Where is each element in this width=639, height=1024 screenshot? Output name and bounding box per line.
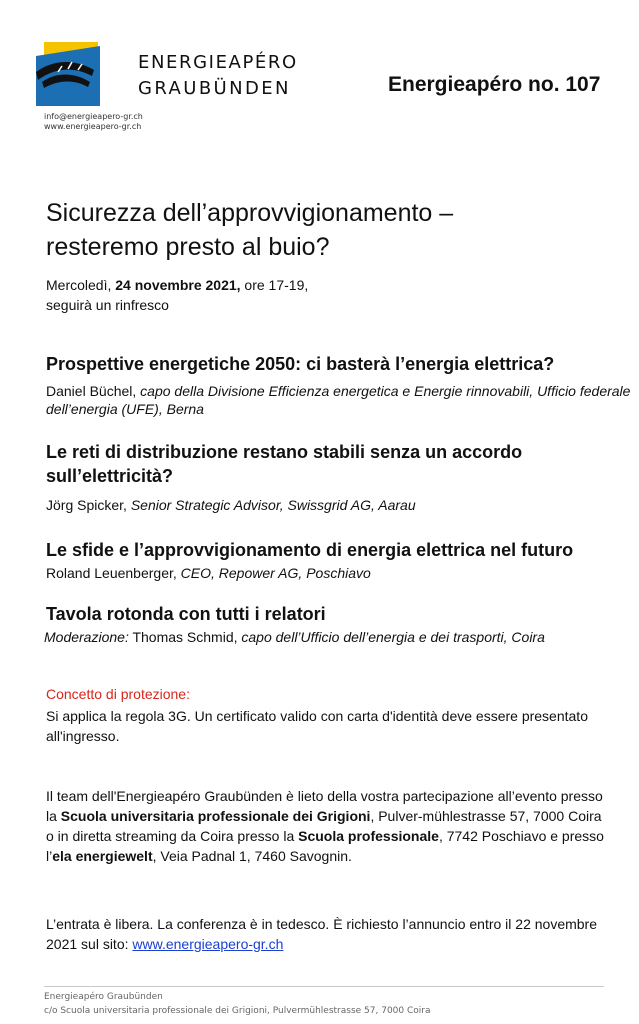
logo	[34, 42, 298, 110]
speaker-role: Senior Strategic Advisor, Swissgrid AG, Aarau	[130, 497, 416, 513]
event-title-line2: resteremo presto al buio?	[46, 233, 330, 261]
participation-paragraph	[46, 786, 606, 866]
venue-2: Scuola professionale	[298, 828, 439, 844]
logo-mark	[34, 42, 134, 110]
speaker-role: capo dell’Ufficio dell’energia e dei trasporti, Coira	[241, 629, 545, 645]
footer-line1: Energieapéro Graubünden	[44, 992, 163, 1002]
event-title	[46, 196, 606, 264]
speaker-role: capo della Divisione Efficienza energetica e Energie rinnovabili, Ufficio federale dell’energia (UFE), Berna	[46, 383, 631, 417]
speaker-role: CEO, Repower AG, Poschiavo	[180, 565, 371, 581]
contact-email[interactable]: info@energieapero-gr.ch	[44, 112, 143, 121]
event-refreshment: seguirà un rinfresco	[46, 297, 169, 313]
event-date	[46, 276, 308, 294]
entry-paragraph	[46, 914, 606, 954]
date-suffix: ore 17-19,	[240, 277, 309, 293]
logo-text-line2: GRAUBÜNDEN	[138, 78, 291, 99]
talk-title-4: Tavola rotonda con tutti i relatori	[46, 604, 326, 624]
speaker-name: Daniel Büchel,	[46, 383, 141, 399]
talk-title-2: Le reti di distribuzione restano stabili senza un accordo sull’elettricità?	[46, 442, 523, 486]
participation-text-1: Il team dell'Energieapéro Graubünden è lieto della vostra partecipazione all’evento presso la	[46, 788, 603, 824]
participation-text-3: , 7742 Poschiavo e presso l’	[46, 828, 604, 864]
talk-speaker-2	[46, 496, 636, 514]
speaker-name: Thomas Schmid,	[128, 629, 242, 645]
registration-link[interactable]: www.energieapero-gr.ch	[132, 936, 284, 952]
participation-text-4: , Veia Padnal 1, 7460 Savognin.	[152, 848, 352, 864]
talk-title-1: Prospettive energetiche 2050: ci basterà l’energia elettrica?	[46, 354, 555, 374]
protection-label: Concetto di protezione:	[46, 686, 190, 702]
date-prefix: Mercoledì,	[46, 277, 116, 293]
talk-title-3: Le sfide e l’approvvigionamento di energia elettrica nel futuro	[46, 540, 574, 560]
footer-line2: c/o Scuola universitaria professionale dei Grigioni, Pulvermühlestrasse 57, 7000 Coira	[44, 1006, 431, 1016]
logo-text-line1: ENERGIEAPÉRO	[138, 52, 298, 73]
moderation-label: Moderazione:	[44, 629, 129, 645]
event-title-line1: Sicurezza dell’approvvigionamento –	[46, 199, 454, 227]
talk-speaker-3	[46, 564, 636, 582]
protection-text: Si applica la regola 3G. Un certificato valido con carta d'identità deve essere presentato all'ingresso.	[46, 708, 588, 744]
footer-divider	[44, 986, 604, 987]
talk-speaker-1	[46, 382, 636, 418]
contact-website[interactable]: www.energieapero-gr.ch	[44, 122, 142, 131]
talk-speaker-4	[44, 628, 634, 646]
venue-3: ela energiewelt	[52, 848, 153, 864]
speaker-name: Jörg Spicker,	[46, 497, 131, 513]
issue-title: Energieapéro no. 107	[388, 73, 601, 96]
speaker-name: Roland Leuenberger,	[46, 565, 181, 581]
participation-text-2: , Pulver-mühlestrasse 57, 7000 Coira o in diretta streaming da Coira presso la	[46, 808, 602, 844]
date-bold: 24 novembre 2021,	[115, 277, 241, 293]
venue-1: Scuola universitaria professionale dei Grigioni	[60, 808, 371, 824]
entry-text: L’entrata è libera. La conferenza è in tedesco. È richiesto l’annuncio entro il 22 novembre 2021 sul sito:	[46, 916, 598, 952]
